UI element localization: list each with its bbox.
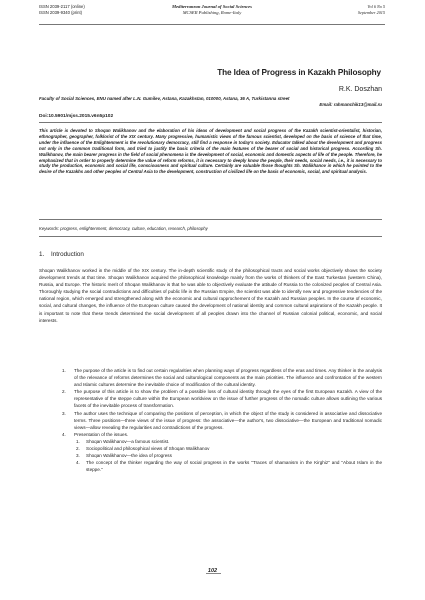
issue-date: September 2015	[357, 9, 385, 15]
list-item-text: The purpose of this article is to show the problem of a possible loss of cultural identity through the eyes of the first European Kazakh. A view of the representative of the steppe culture within the European worldview on the issue of further progress of the nomadic culture allows outlining the various facets of the inevitable process of transformation.	[74, 389, 382, 409]
list-item-text: The author uses the technique of comparing the positions of perception, in which the object of the study is considered in associative and dissociative terms. Three positions—three views of the issue of progress: the associative—the author's, two dissociative—the European and traditional nomadic views—allow revealing the regularities and contradictions of the progress.	[74, 410, 382, 430]
volume-block	[358, 4, 385, 15]
sub-list-item	[76, 438, 382, 445]
list-item	[62, 410, 382, 431]
numbered-list	[62, 367, 382, 473]
volume: Vol 6 No 5	[367, 4, 385, 9]
keywords: Keywords: progress, enlightenment, democracy, culture, education, research, philosophy	[39, 226, 208, 231]
sub-list-item-text: Shoqan Walikhanov—a famous scientist.	[86, 438, 170, 444]
sub-list-item	[76, 459, 382, 473]
list-item-number: 1.	[62, 368, 66, 373]
abstract: This article is devoted to Shoqan Walikhanov and the elaboration of his ideas of development and social progress of the Kazakh scientist-orientalist, historian, ethnographer, geographer, folklorist of the XIX century. Many progressive, humanistic views of the famous scientist, developed on the basis of science of that time, under the influence of the Enlightenment is the revolutionary democracy, still find a response in today's society. Educator talked about the development and progress not only in the common traditional form, and tried to justify the basic criteria of the main features of the bearer of social and historical progress. According Sh. Walikhanov, the main bearer progress in the field of social phenomena is the development of social, economic and domestic aspects of life of the people. Therefore, he emphasized that in order to properly determine the value of reform reforms, it is necessary to deeply know the people, their needs, social needs, i.e., it is necessary to study the production, economic and social life, consciousness and spiritual culture. Certainly are valuable those thoughts Sh. Walikhanov in which he pointed to the desire of the Kazakhs and other peoples of Central Asia to the development, construction of civilized life on the basis of economic, social, and spiritual analysis.	[39, 128, 382, 175]
sub-list-item	[76, 452, 382, 459]
sub-list-item	[76, 445, 382, 452]
article-title: The Idea of Progress in Kazakh Philosophy	[217, 68, 381, 77]
sub-list-item-number: 3.	[76, 453, 80, 459]
affiliation	[39, 96, 382, 108]
sub-list-item-number: 1.	[76, 438, 80, 444]
sub-list-item-text: Shoqan Walikhanov—the idea of progress	[86, 453, 172, 459]
sub-list-item-text: The concept of the thinker regarding the way of social progress in the works "Traces of shamanism in the Kirghiz" and "About Islam in the steppe."	[86, 460, 382, 473]
doi[interactable]: Doi:10.5901/mjss.2015.v6n5p102	[39, 114, 114, 119]
list-item	[62, 367, 382, 388]
sub-list-item-text: Sociopolitical and philosophical views of Shoqan Walikhanov	[86, 446, 210, 452]
abstract-top-divider	[39, 122, 382, 123]
issn-online: ISSN 2039-2117 (online)	[39, 4, 85, 9]
abstract-bottom-divider	[39, 219, 382, 220]
list-item	[62, 431, 382, 438]
intro-paragraph: Shoqan Walikhanov worked in the middle of the XIX century. The in-depth scientific study of the philosophical tracts and social works objectively shows the society development trends at that time. Shoqan Walikhanov acquired the philosophical knowledge mainly from the works of thinkers of the East Turkestan (western China), Russia, and Europe. The historic merit of Shoqan Walikhanov is that he was able to objectively evaluate the attitude of Russia to the colonized peoples of Central Asia. Thoroughly studying the social contradictions and difficulties of public life in the Russian Empire, the scientist was able to identify new and progressive tendencies of the national region, which emerged and strengthened along with the economic and cultural rapprochement of the Kazakh and Russian peoples. In the course of economic, social, and cultural changes, the influence of the European culture caused the development of national identity and common cultural aspirations of the Kazakh people. It is important to note that these trends determined the social development of all peoples drawn into the channel of Russian colonial political, economic, and social interests.	[39, 268, 382, 323]
section-number: 1.	[39, 251, 45, 258]
section-title: Introduction	[51, 251, 84, 258]
list-item-number: 4.	[62, 431, 66, 437]
issn-print: ISSN 2039-9340 (print)	[39, 9, 83, 15]
keywords-divider	[39, 236, 382, 237]
page-number: 102	[207, 568, 218, 574]
list-item-text: Presentation of the issues.	[74, 431, 129, 437]
journal-name: Mediterranean Journal of Social Sciences	[172, 4, 252, 9]
sub-list	[62, 438, 382, 473]
list-item-number: 2.	[62, 389, 66, 395]
sub-list-item-number: 2.	[76, 446, 80, 452]
page-number-underline	[206, 573, 221, 574]
list-item-text: The purpose of the article is to find out certain regularities when planning ways of progress regardless of the eras and times. Any thinker in the analysis of the relevance of reforms determines the social and culturological components as the main priorities. The influence and confrontation of the western and Islamic cultures determine the inevitable choice of modification of the cultural identity.	[74, 368, 382, 388]
list-item	[62, 388, 382, 409]
list-item-number: 3.	[62, 410, 66, 416]
sub-list-item-number: 4.	[76, 460, 80, 466]
journal-block	[39, 4, 385, 15]
author-email[interactable]: Email: rahmanchik13@mail.ru	[319, 102, 382, 107]
article-author: R.K. Doszhan	[338, 86, 382, 93]
publisher: MCSER Publishing, Rome-Italy	[182, 9, 242, 15]
header-divider	[39, 24, 385, 25]
affiliation-text: Faculty of Social Sciences, ENU named after L.N. Gumilev, Astana, Kazakhstan, 010000, Astana, 36 A, Turkistanna street	[39, 96, 290, 101]
section-heading	[39, 251, 84, 258]
